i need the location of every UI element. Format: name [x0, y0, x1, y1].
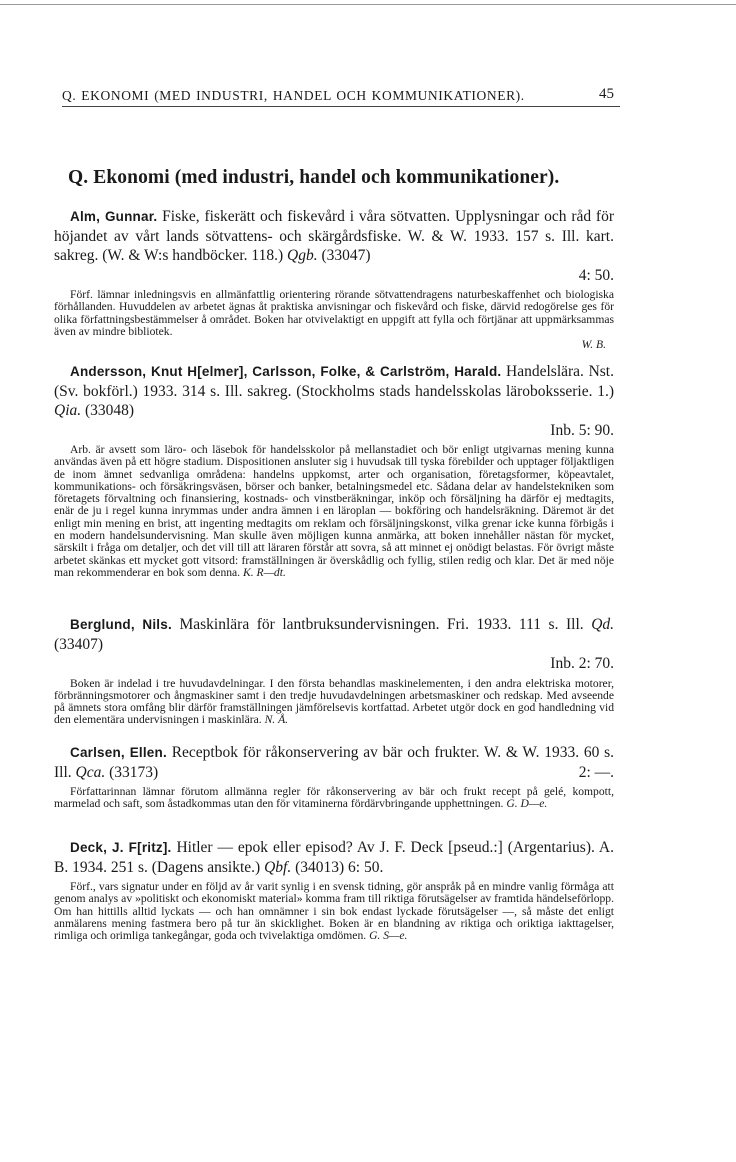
- entry-signum: Qgb.: [287, 247, 318, 264]
- entry-author: Berglund, Nils.: [70, 617, 172, 632]
- entry-alm: [54, 207, 614, 351]
- entry-berglund: [54, 615, 614, 727]
- entry-signum: Qd.: [591, 616, 615, 633]
- entry-deck: [54, 838, 614, 942]
- entry-number: (33048): [85, 402, 135, 419]
- entry-price: 4: 50.: [578, 266, 614, 284]
- entry-bibliography: Maskinlära för lantbruksundervisningen. Fri. 1933. 111 s. Ill.: [179, 616, 584, 633]
- entry-review: Boken är indelad i tre huvudavdelningar. I den första behandlas maskinelementen, i den andra elektriska motorer, förbränningsmotorer och ångmaskiner samt i den tredje huvudavdelningen arbetsmaskiner och redskap. Med avseende på ämnets stora omfång blir därför framställningen jämförelsevis kortfattad. Arbetet utgör dock en god handledning vid den elementära undervisningen i maskinlära.: [54, 676, 614, 727]
- entry-review-block: [54, 786, 614, 811]
- entry-bibliography: Fiske, fiskerätt och fiskevård i våra sötvatten. Upplysningar och råd för höjandet av vårt lands sötvattens- och skärgårdsfiske. W. & W. 1933. 157 s. Ill. kart. sakreg. (W. & W:s handböcker. 118.): [54, 208, 615, 264]
- entry-carlsen: [54, 743, 614, 811]
- entry-number: (34013): [295, 858, 345, 876]
- scan-edge-rule: [0, 4, 736, 5]
- running-head-title: Q. EKONOMI (MED INDUSTRI, HANDEL OCH KOMMUNIKATIONER).: [62, 88, 525, 103]
- entry-heading: [54, 838, 614, 877]
- entry-andersson: [54, 362, 614, 579]
- entry-author: Deck, J. F[ritz].: [70, 840, 172, 855]
- entry-review: Förf., vars signatur under en följd av år varit synlig i en svensk tidning, gör anspråk på en mindre vanlig förmåga att genom analys av »politiskt och ekonomiskt material» komma fram till riktiga förutsägelser av framtida händelseförlopp. Om han hittills alltid lyckats — och han omnämner i sin bok endast lyckade förutsägelser —, så måste det enligt anmälarens mening fastmera bero på tur än skicklighet. Boken är en blandning av riktiga och oriktiga iakttagelser, rimliga och orimliga tankegångar, goda och tvivelaktiga omdömen.: [54, 880, 614, 943]
- entry-heading: [54, 207, 614, 266]
- entry-heading: [54, 362, 614, 421]
- page-number: 45: [599, 86, 614, 102]
- entry-review-block: [54, 881, 614, 942]
- entry-bibliography: Receptbok för råkonservering av bär och frukter. W. & W. 1933. 60 s. Ill.: [54, 744, 614, 781]
- header-rule: [62, 106, 620, 107]
- entry-number: (33407): [54, 635, 104, 653]
- entry-reviewer: G. S—e.: [369, 929, 408, 943]
- entry-bibliography: Hitler — epok eller episod? Av J. F. Deck [pseud.:] (Argentarius). A. B. 1934. 251 s. (Dagens ansikte.): [54, 839, 614, 876]
- entry-bibliography: Handelslära. Nst. (Sv. bokförl.) 1933. 314 s. Ill. sakreg. (Stockholms stads handelsskolas läroboksserie. 1.): [54, 363, 614, 400]
- entry-review: Författarinnan lämnar förutom allmänna regler för råkonservering av bär och frukt recept på gelé, kompott, marmelad och saft, som åstadkommas utan den för vitaminerna fördärvbringande upphettningen.: [54, 785, 614, 811]
- entry-heading: [54, 615, 614, 654]
- entry-price: 2: —.: [578, 763, 614, 781]
- entry-price: Inb. 5: 90.: [550, 421, 614, 439]
- entry-price: Inb. 2: 70.: [550, 655, 614, 672]
- running-head: [62, 88, 622, 104]
- entry-review-block: [54, 678, 614, 727]
- entry-signum: Qbf.: [264, 858, 292, 876]
- entry-review: Förf. lämnar inledningsvis en allmänfattlig orientering rörande sötvattendragens naturbeskaffenhet och biologiska förhållanden. Huvuddelen av arbetet ägnas åt praktiska anvisningar och fiskevård och fiske, därvid redogörelse ges för olika författningsbestämmelser å området. Boken har otvivelaktigt en uppgift att fylla och förtjänar att uppmärksammas även av mindre bibliotek.: [54, 288, 614, 338]
- entry-review-block: [54, 444, 614, 579]
- entry-heading: [54, 743, 614, 782]
- entry-number: (33047): [321, 247, 371, 264]
- entry-reviewer: G. D—e.: [506, 797, 548, 811]
- entry-signum: Qia.: [54, 402, 82, 419]
- section-title: Q. Ekonomi (med industri, handel och kommunikationer).: [68, 167, 560, 188]
- entry-number: (33173): [109, 763, 159, 781]
- entry-price: 6: 50.: [348, 858, 384, 876]
- entry-signum: Qca.: [75, 763, 106, 781]
- entry-author: Alm, Gunnar.: [70, 209, 158, 224]
- entry-reviewer: W. B.: [581, 338, 606, 352]
- entry-reviewer: K. R—dt.: [243, 565, 286, 579]
- entry-reviewer: N. Å.: [264, 713, 289, 727]
- entry-review: Arb. är avsett som läro- och läsebok för handelsskolor på mellanstadiet och bör enligt utgivarnas mening kunna användas även på ett högre stadium. Dispositionen ansluter sig i huvudsak till tyska förebilder och upptager följaktligen de inom ämnet sedvanliga områdena: handelns uppkomst, arter och organisation, företagsformer, köpeavtalet, kommunikations- och försäkringsväsen, börser och banker, betalningsmedel etc. Sådana delar av handelstekniken som företagets förvaltning och finansiering, kostnads- och vinstberäkningar, inköp och försäljning ha därför ej medtagits, enär de ju i regel kunna inrymmas under andra ämnen i en läroplan — bokföring och handelsräkning. Däremot är det enligt min mening en brist, att ingenting medtagits om reklam och försäljningskonst, vilka grenar icke kunna förbigås i en modern handelsundervisning. Man skulle även möjligen kunna anmärka, att boken innehåller nästan för mycket, särskilt i fråga om detaljer, och det vill till att läraren förstår att sovra, så att minnet ej onödigt belastas. För övrigt måste arbetet skänkas ett mycket gott vitsord: framställningen är överskådlig och fyllig, stilen redig och klar. Det är med nöje man rekommenderar en bok som denna.: [54, 443, 614, 579]
- entry-author: Andersson, Knut H[elmer], Carlsson, Folke, & Carlström, Harald.: [70, 364, 502, 379]
- entry-author: Carlsen, Ellen.: [70, 745, 167, 760]
